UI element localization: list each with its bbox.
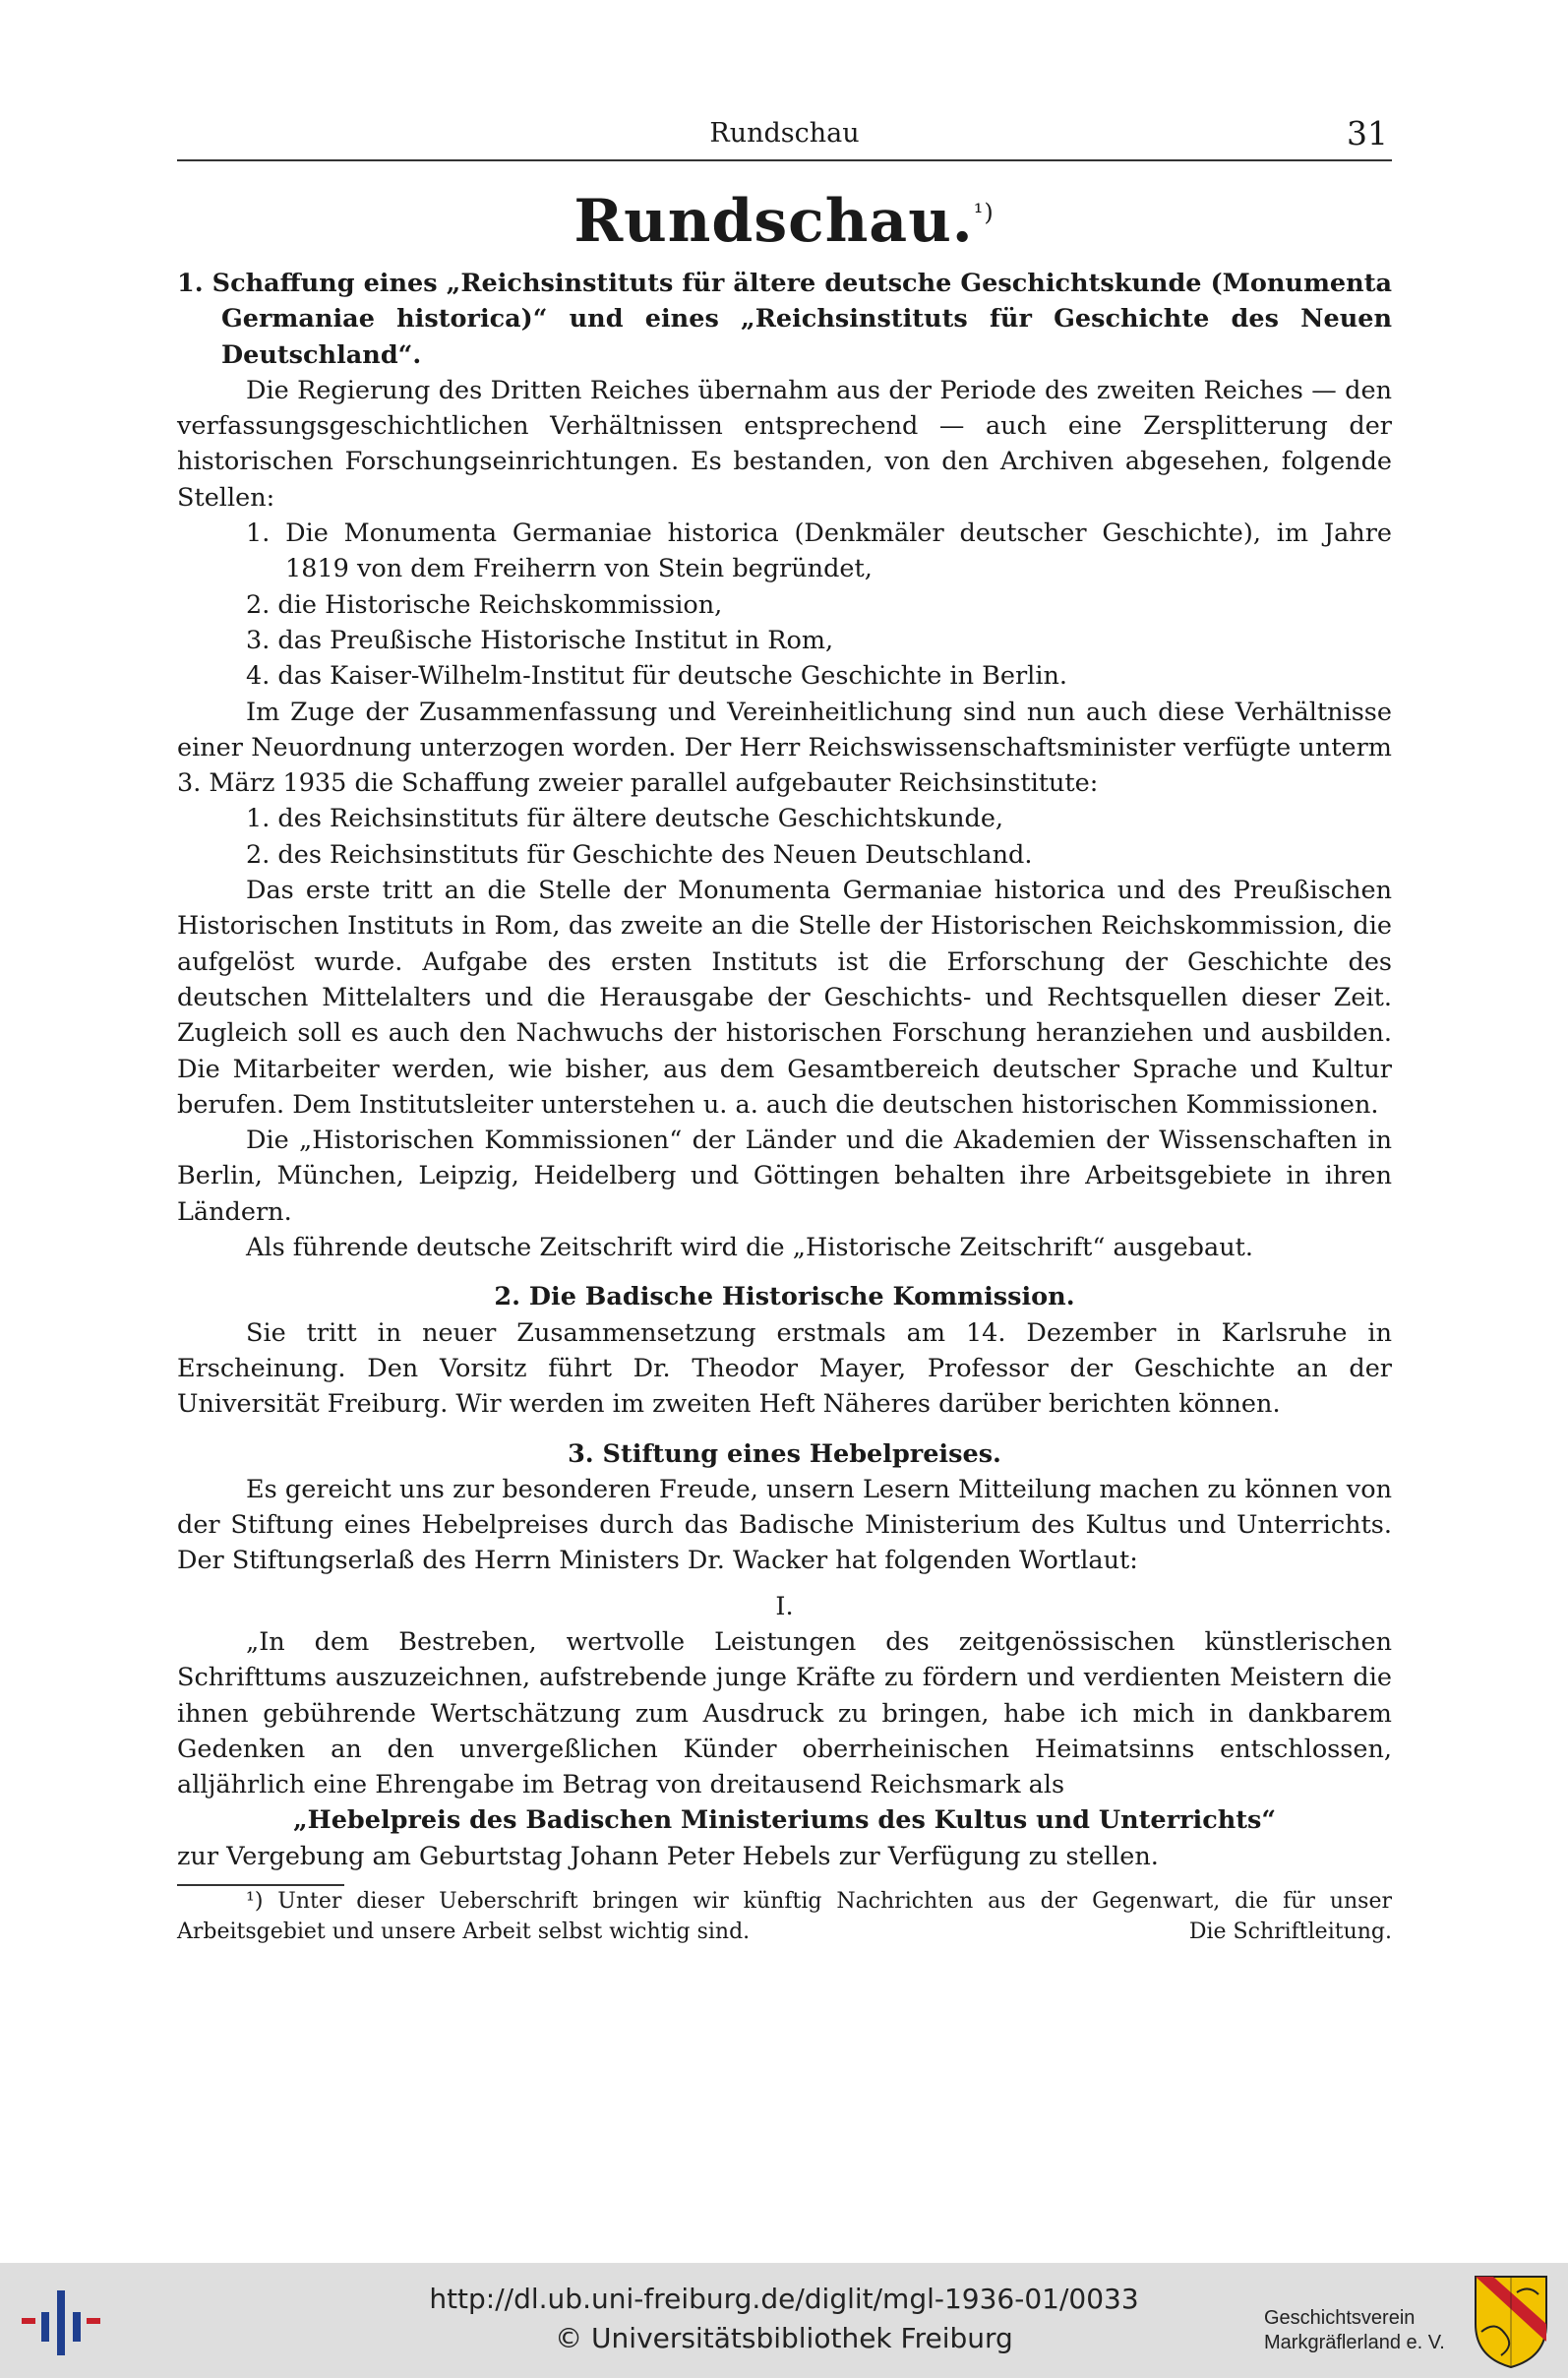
page-number: 31 (1347, 114, 1388, 152)
paragraph: Sie tritt in neuer Zusammensetzung erstmals am 14. Dezember in Karlsruhe in Erscheinung. Den Vorsitz führt Dr. Theodor Mayer, Professor der Geschichte an der Universität Freiburg. Wir werden im zweiten Heft Näheres darüber berichten können. (177, 1317, 1392, 1420)
org-line-1: Geschichtsverein (1264, 2307, 1416, 2329)
prize-name: „Hebelpreis des Badischen Ministeriums des Kultus und Unterrichts“ (292, 1805, 1277, 1836)
coat-of-arms-icon (1472, 2273, 1550, 2369)
roman-numeral: I. (775, 1591, 794, 1621)
paragraph: Als führende deutsche Zeitschrift wird die „Historische Zeitschrift“ ausgebaut. (246, 1233, 1253, 1263)
footnote-text: ¹) Unter dieser Ueberschrift bringen wir künftig Nachrichten aus der Gegenwart, die für unser Arbeitsgebiet und unsere Arbeit selbst wichtig sind. (177, 1889, 1392, 1945)
list-item: 1. des Reichsinstituts für ältere deutsche Geschichtskunde, (246, 804, 1004, 834)
copyright-notice: © Universitätsbibliothek Freiburg (555, 2322, 1013, 2354)
body-text (177, 266, 1392, 1947)
list-item: 2. die Historische Reichskommission, (246, 589, 723, 620)
list-item: 2. des Reichsinstituts für Geschichte des Neuen Deutschland. (246, 839, 1033, 870)
source-url[interactable]: http://dl.ub.uni-freiburg.de/diglit/mgl-1936-01/0033 (429, 2283, 1139, 2315)
list-item: 4. das Kaiser-Wilhelm-Institut für deutsche Geschichte in Berlin. (246, 661, 1068, 692)
section-1-heading: 1. Schaffung eines „Reichsinstituts für ältere deutsche Geschichtskunde (Monumenta Germaniae historica)“ und eines „Reichsinstituts für Geschichte des Neuen Deutschland“. (177, 269, 1392, 370)
running-header (177, 116, 1392, 161)
section-3-heading: 3. Stiftung eines Hebelpreises. (568, 1438, 1001, 1469)
running-title: Rundschau (709, 118, 860, 149)
section-2-heading: 2. Die Badische Historische Kommission. (494, 1282, 1075, 1312)
paragraph: Die „Historischen Kommissionen“ der Länder und die Akademien der Wissenschaften in Berlin, München, Leipzig, Heidelberg und Göttingen behalten ihre Arbeitsgebiete in ihren Ländern. (177, 1126, 1392, 1227)
list-item: 3. das Preußische Historische Institut in Rom, (246, 625, 834, 655)
footnote-mark: ¹) (973, 199, 995, 226)
paragraph: Im Zuge der Zusammenfassung und Vereinheitlichung sind nun auch diese Verhältnisse einer Neuordnung unterzogen worden. Der Herr Reichswissenschaftsminister verfügte unterm 3. März 1935 die Schaffung zweier parallel aufgebauter Reichsinstitute: (177, 697, 1392, 799)
footnote (177, 1886, 1392, 1947)
page-title (0, 187, 1568, 256)
paragraph: Das erste tritt an die Stelle der Monumenta Germaniae historica und des Preußischen Historischen Instituts in Rom, das zweite an die Stelle der Historischen Reichskommission, die aufgelöst wurde. Aufgabe des ersten Instituts ist die Erforschung der Geschichte des deutschen Mittelalters und die Herausgabe der Geschichts- und Rechtsquellen dieser Zeit. Zugleich soll es auch den Nachwuchs der historischen Forschung heranziehen und ausbilden. Die Mitarbeiter werden, wie bisher, aus dem Gesamtbereich deutscher Sprache und Kultur berufen. Dem Institutsleiter unterstehen u. a. auch die deutschen historischen Kommissionen. (177, 876, 1392, 1120)
org-name (1264, 2306, 1445, 2355)
org-line-2: Markgräflerland e. V. (1264, 2332, 1445, 2353)
paragraph: zur Vergebung am Geburtstag Johann Peter Hebels zur Verfügung zu stellen. (177, 1841, 1159, 1871)
footer-bar (0, 2263, 1568, 2378)
title-text: Rundschau. (573, 187, 974, 256)
quote-paragraph: „In dem Bestreben, wertvolle Leistungen des zeitgenössischen künstlerischen Schrifttums auszuzeichnen, aufstrebende junge Kräfte zu fördern und verdienten Meistern die ihnen gebührende Wertschätzung zum Ausdruck zu bringen, habe ich mich in dankbarem Gedenken an den unvergeßlichen Künder oberrheinischen Heimatsinns entschlossen, alljährlich eine Ehrengabe im Betrag von dreitausend Reichsmark als (177, 1626, 1392, 1800)
paragraph: Die Regierung des Dritten Reiches übernahm aus der Periode des zweiten Reiches — den verfassungsgeschichtlichen Verhältnissen entsprechend — auch eine Zersplitterung der historischen Forschungseinrichtungen. Es bestanden, von den Archiven abgesehen, folgende Stellen: (177, 375, 1392, 513)
paragraph: Es gereicht uns zur besonderen Freude, unsern Lesern Mitteilung machen zu können von der Stiftung eines Hebelpreises durch das Badische Ministerium des Kultus und Unterrichts. Der Stiftungserlaß des Herrn Ministers Dr. Wacker hat folgenden Wortlaut: (177, 1474, 1392, 1576)
list-item: 1. Die Monumenta Germaniae historica (Denkmäler deutscher Geschichte), im Jahre 1819 von dem Freiherrn von Stein begründet, (246, 518, 1392, 584)
footnote-signature: Die Schriftleitung. (1188, 1920, 1392, 1945)
